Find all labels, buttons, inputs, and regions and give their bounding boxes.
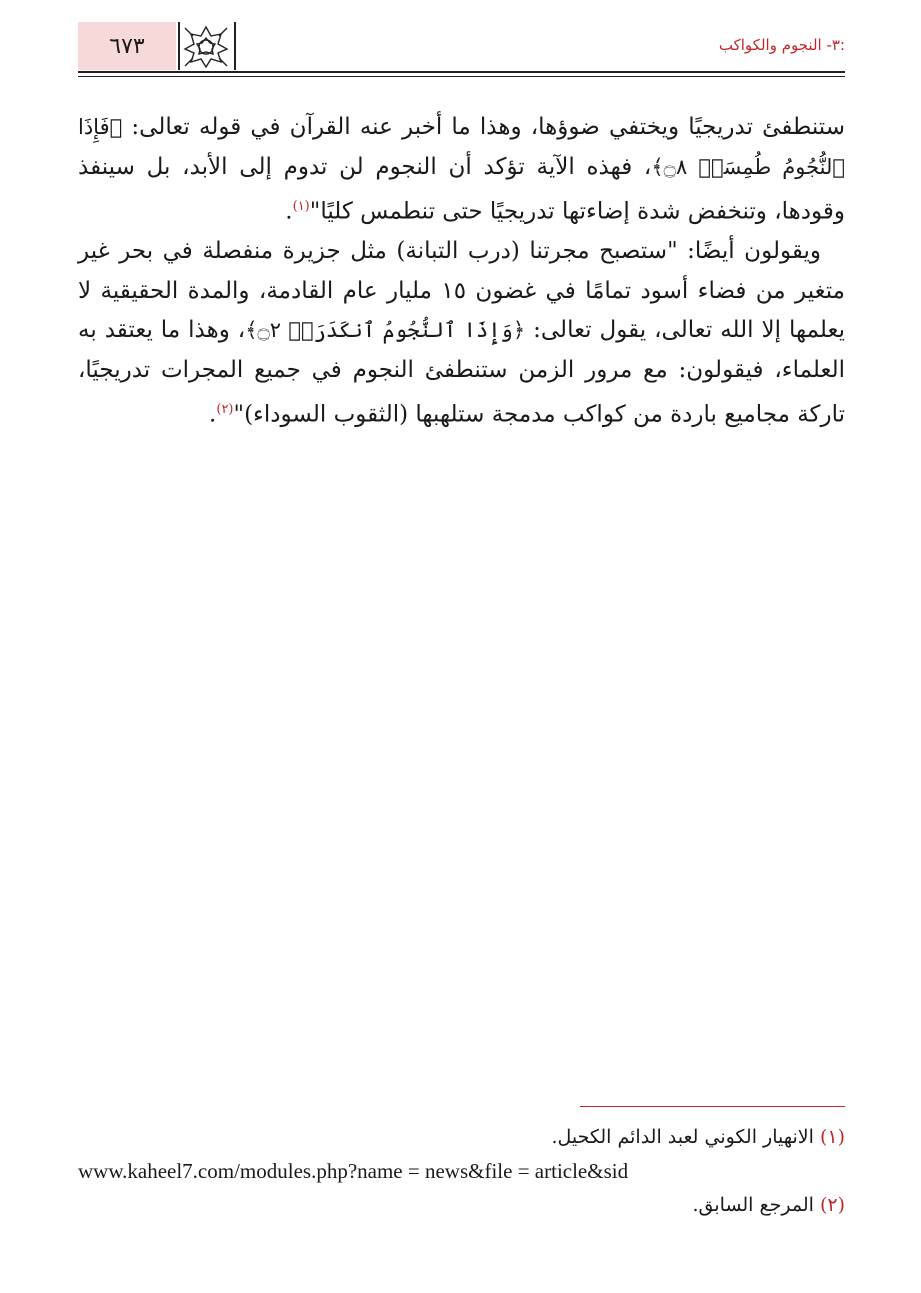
quran-verse-2: ﴿وَإِذَا ٱلنُّجُومُ ٱنكَدَرَتۡ ۝٢﴾	[245, 318, 526, 343]
footnote-2-number: (٢)	[819, 1194, 845, 1216]
page-number: ٦٧٣	[78, 22, 176, 70]
paragraph-2-end: .	[209, 401, 217, 428]
paragraph-2-text-b: ، وهذا ما يعتقد به العلماء، فيقولون: مع مرور الزمن ستنطفئ النجوم في جميع المجرات تدريجيًا، تاركة مجاميع باردة من كواكب مدمجة ستلهبها (الثقوب السوداء)"	[78, 317, 845, 428]
ornament-right-bar	[234, 22, 236, 70]
quran-verse-1: ﴿فَإِذَا ٱلنُّجُومُ طُمِسَتۡ ۝٨﴾	[78, 115, 846, 179]
header-rule-thin	[78, 76, 845, 77]
footnotes	[78, 1120, 845, 1222]
chapter-title: ٣- النجوم والكواكب:	[718, 36, 845, 54]
footnote-1-number: (١)	[819, 1126, 845, 1148]
footnote-1	[78, 1120, 845, 1154]
islamic-star-ornament-icon	[178, 22, 234, 70]
paragraph-2	[78, 232, 845, 435]
footnote-1-text: الانهيار الكوني لعبد الدائم الكحيل.	[551, 1126, 820, 1148]
main-text	[78, 108, 845, 435]
footnote-2	[78, 1188, 845, 1222]
paragraph-1-end: .	[285, 198, 293, 225]
footnote-rule	[580, 1106, 845, 1107]
footnote-2-text: المرجع السابق.	[692, 1194, 820, 1216]
header-rule	[78, 71, 845, 73]
paragraph-2-text-a: ويقولون أيضًا: "ستصبح مجرتنا (درب التبانة) مثل جزيرة منفصلة في بحر غير متغير من فضاء أسود تمامًا في غضون ١٥ مليار عام القادمة، والمدة الحقيقية لا يعلمها إلا الله تعالى، يقول تعالى:	[78, 238, 845, 344]
footnote-ref-2[interactable]: (٢)	[216, 402, 234, 418]
page-header	[78, 22, 845, 74]
footnote-ref-1[interactable]: (١)	[292, 199, 310, 214]
paragraph-1	[78, 108, 845, 232]
footnote-1-url[interactable]: www.kaheel7.com/modules.php?name = news&file = article&sid	[78, 1159, 629, 1183]
paragraph-1-text-a: ستنطفئ تدريجيًا ويختفي ضوؤها، وهذا ما أخبر عنه القرآن في قوله تعالى:	[122, 114, 845, 140]
paragraph-1-text-b: ، فهذه الآية تؤكد أن النجوم لن تدوم إلى الأبد، بل سينفذ وقودها، وتنخفض شدة إضاءتها تدريجيًا حتى تنطمس كليًا"	[78, 153, 845, 225]
